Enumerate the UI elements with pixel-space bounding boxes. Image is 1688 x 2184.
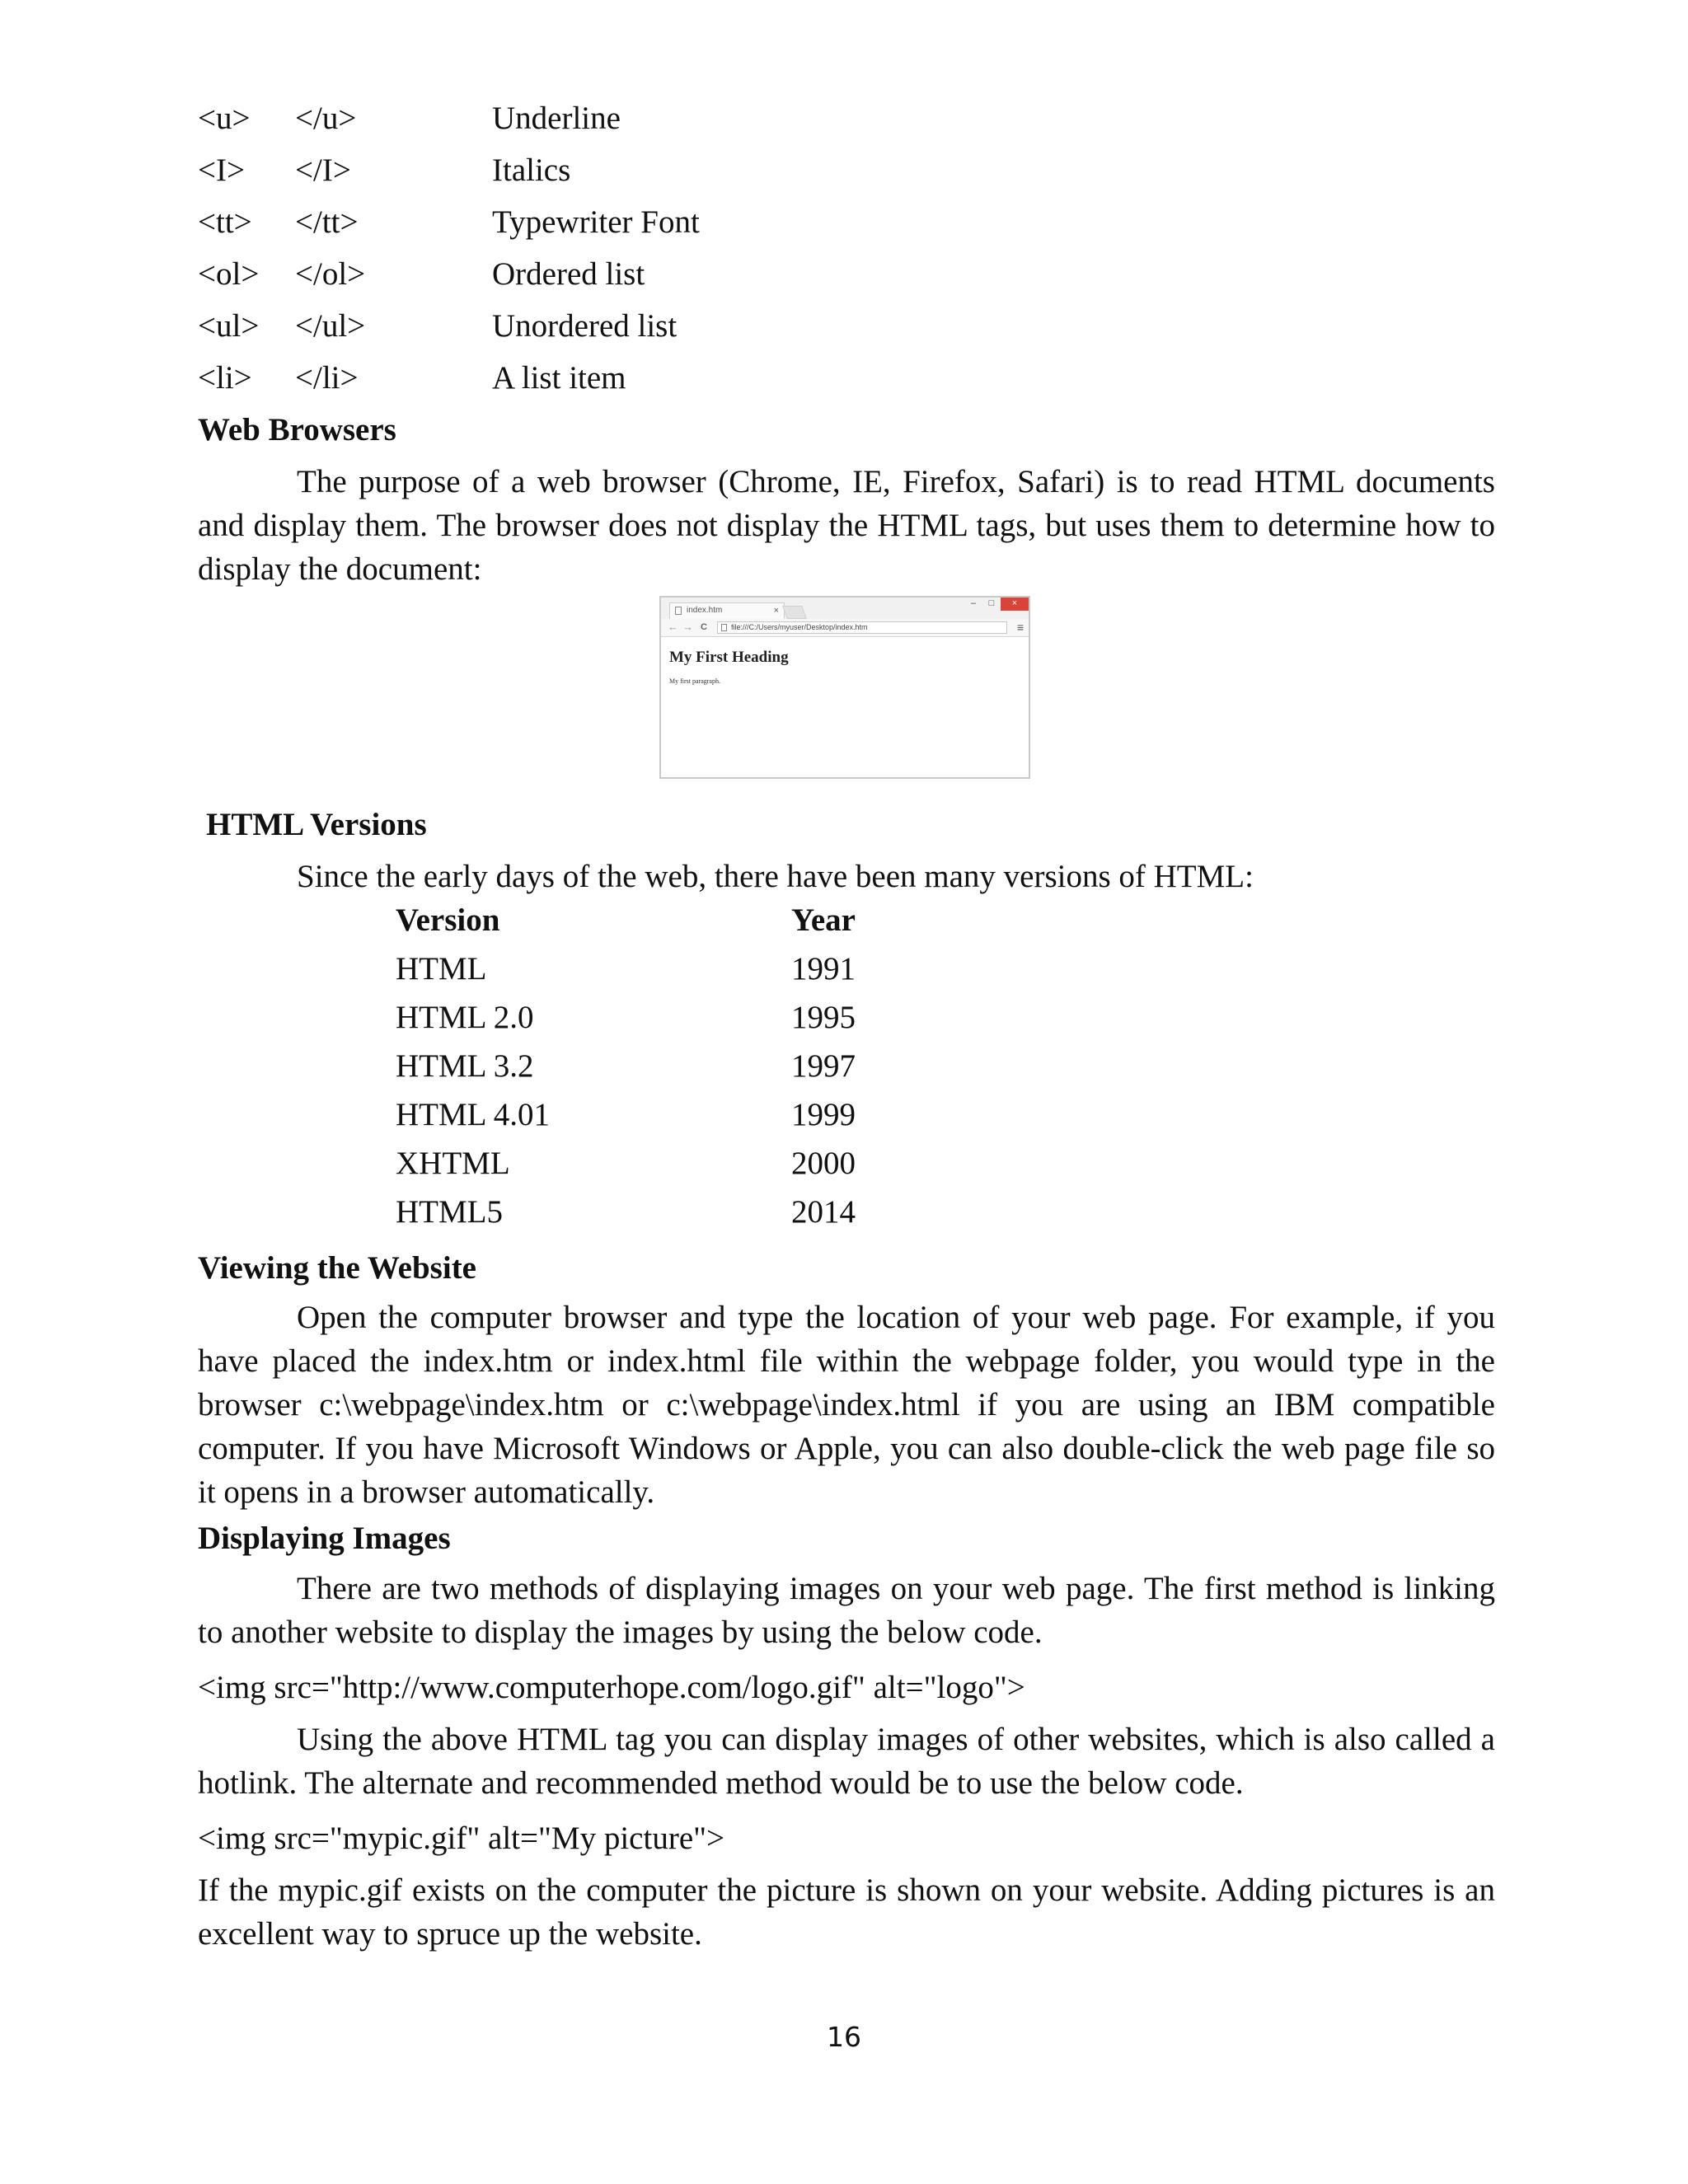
reload-icon: C	[701, 622, 707, 632]
browser-tab	[669, 602, 785, 619]
tag-description: A list item	[492, 360, 626, 396]
close-tag: </li>	[295, 360, 359, 396]
version-cell: HTML 3.2	[396, 1048, 534, 1084]
year-cell: 1991	[791, 951, 856, 987]
address-text: file:///C:/Users/myuser/Desktop/index.htm	[731, 623, 868, 631]
close-tag: </tt>	[295, 204, 359, 240]
forward-arrow-icon: →	[682, 621, 693, 633]
browser-toolbar	[661, 619, 1029, 637]
version-cell: XHTML	[396, 1146, 510, 1181]
column-header-version: Version	[396, 902, 500, 938]
displaying-images-paragraph-1: There are two methods of displaying images on your web page. The first method is linking to another website to display the images by using the below code.	[198, 1571, 1495, 1650]
code-example-local: <img src="mypic.gif" alt="My picture">	[198, 1821, 725, 1856]
year-cell: 1999	[791, 1097, 856, 1132]
viewing-website-paragraph: Open the computer browser and type the location of your web page. For example, if you have placed the index.htm or index.html file within the webpage folder, you would type in the browser c:\webpage\index.htm or c:\webpage\index.html if you are using an IBM compatible computer. If you have Microsoft Windows or Apple, you can also double-click the web page file so it opens in a browser automatically.	[198, 1300, 1495, 1510]
year-cell: 2014	[791, 1194, 856, 1230]
address-bar	[717, 621, 1007, 634]
section-heading-viewing-website: Viewing the Website	[198, 1250, 476, 1286]
version-cell: HTML	[396, 951, 487, 987]
tag-description: Underline	[492, 101, 621, 136]
maximize-icon: □	[988, 598, 995, 608]
back-arrow-icon: ←	[668, 621, 678, 633]
displaying-images-paragraph-2: Using the above HTML tag you can display images of other websites, which is also called a hotlink. The alternate and recommended method would be to use the below code.	[198, 1722, 1495, 1801]
year-cell: 2000	[791, 1146, 856, 1181]
displaying-images-paragraph-3: If the mypic.gif exists on the computer the picture is shown on your website. Adding pictures is an excellent way to spruce up the website.	[198, 1872, 1495, 1952]
tab-close-icon: ×	[773, 606, 779, 616]
tag-description: Ordered list	[492, 256, 645, 292]
page-number: 16	[827, 2021, 861, 2053]
sample-paragraph: My first paragraph.	[669, 677, 720, 685]
open-tag: <ol>	[198, 256, 260, 292]
tag-description: Unordered list	[492, 308, 678, 344]
browser-screenshot	[659, 596, 1030, 779]
open-tag: <tt>	[198, 204, 252, 240]
open-tag: <u>	[198, 101, 251, 136]
open-tag: <li>	[198, 360, 252, 396]
close-tag: </I>	[295, 152, 351, 188]
new-tab-button	[782, 606, 807, 619]
close-tag: </ul>	[295, 308, 366, 344]
section-heading-displaying-images: Displaying Images	[198, 1521, 451, 1556]
code-example-hotlink: <img src="http://www.computerhope.com/logo.gif" alt="logo">	[198, 1670, 1025, 1705]
year-cell: 1997	[791, 1048, 856, 1084]
page-icon	[721, 624, 727, 631]
column-header-year: Year	[791, 902, 856, 938]
document-icon	[675, 607, 682, 615]
minimize-icon: –	[970, 598, 977, 608]
close-tag: </u>	[295, 101, 357, 136]
sample-heading: My First Heading	[669, 649, 789, 666]
version-cell: HTML 2.0	[396, 1000, 534, 1035]
version-cell: HTML 4.01	[396, 1097, 551, 1132]
tab-title: index.htm	[687, 606, 723, 615]
section-heading-web-browsers: Web Browsers	[198, 412, 396, 448]
menu-icon: ≡	[1016, 621, 1024, 634]
html-versions-intro: Since the early days of the web, there have been many versions of HTML:	[297, 859, 1254, 894]
tag-description: Italics	[492, 152, 571, 188]
close-icon: ×	[1001, 598, 1029, 611]
open-tag: <I>	[198, 152, 245, 188]
browser-content	[669, 649, 789, 687]
tag-description: Typewriter Font	[492, 204, 700, 240]
version-cell: HTML5	[396, 1194, 503, 1230]
open-tag: <ul>	[198, 308, 260, 344]
close-tag: </ol>	[295, 256, 366, 292]
window-controls	[964, 598, 1029, 611]
section-heading-html-versions: HTML Versions	[206, 807, 427, 842]
year-cell: 1995	[791, 1000, 856, 1035]
tab-bar	[661, 598, 1029, 619]
web-browsers-paragraph: The purpose of a web browser (Chrome, IE, Firefox, Safari) is to read HTML documents and display them. The browser does not display the HTML tags, but uses them to determine how to display the document:	[198, 464, 1495, 587]
